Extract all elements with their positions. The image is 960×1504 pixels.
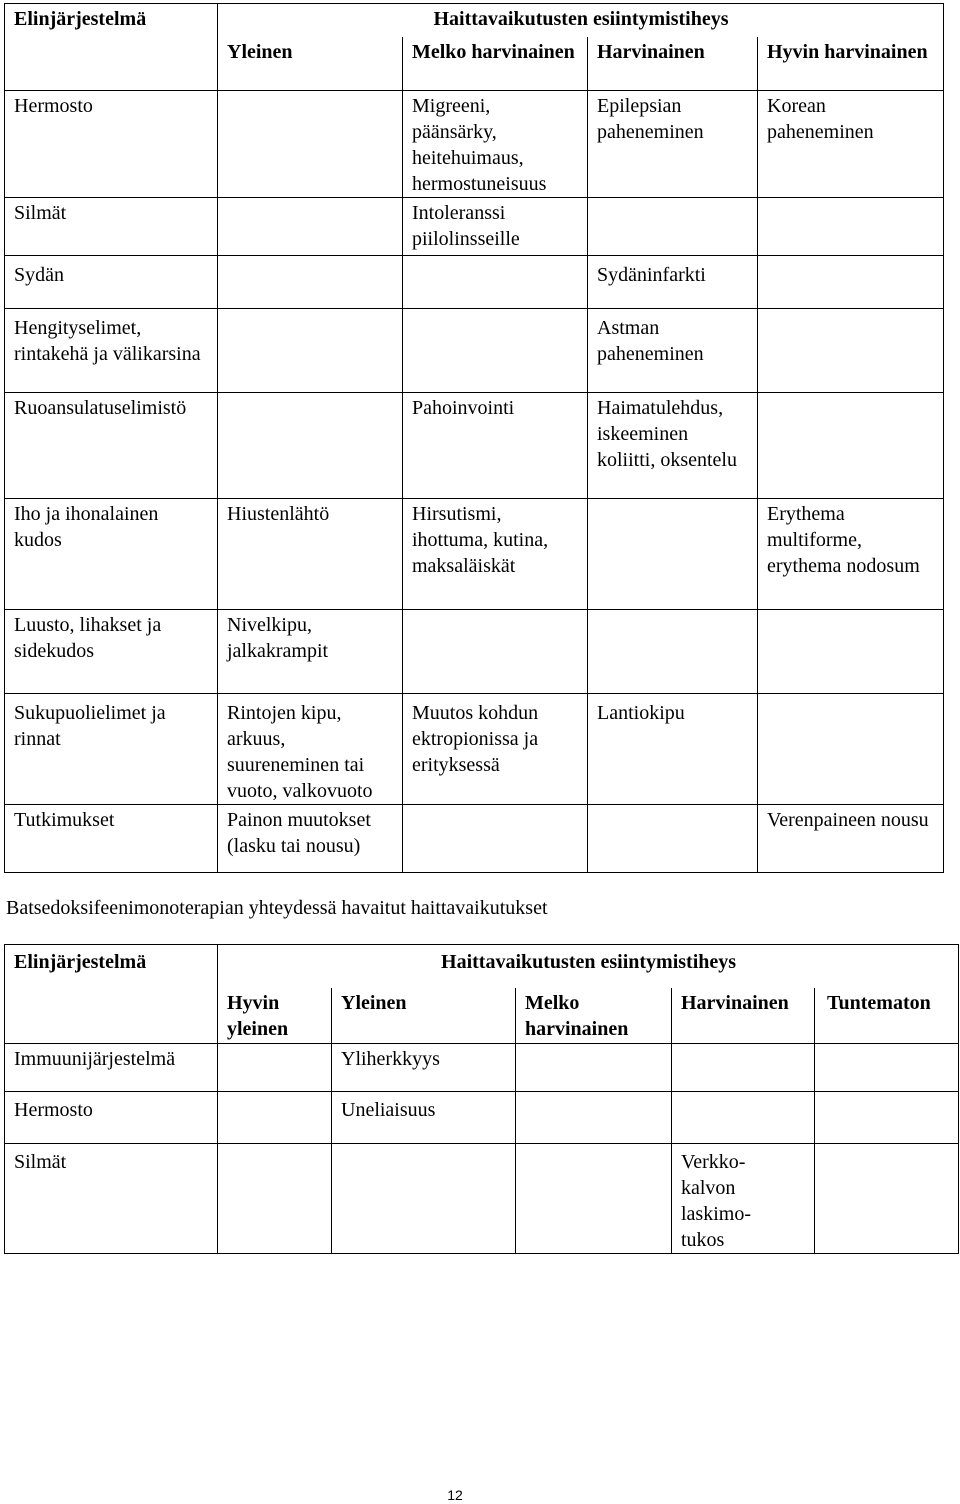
table-cell	[588, 610, 758, 694]
table-cell	[672, 1092, 815, 1144]
header-frequency: Haittavaikutusten esiintymistiheys	[218, 945, 959, 988]
monotherapy-adverse-effects-table	[4, 944, 959, 1254]
header-system: Elinjärjestelmä	[5, 945, 218, 988]
table-cell	[758, 256, 944, 309]
table-cell: Korean paheneminen	[758, 91, 944, 198]
header-system: Elinjärjestelmä	[5, 4, 218, 37]
table-cell	[588, 198, 758, 256]
table-cell	[332, 1144, 516, 1254]
col-header: Harvinainen	[588, 37, 758, 91]
table-cell	[218, 198, 403, 256]
col-header: Hyvin harvinainen	[758, 37, 944, 91]
table-cell	[516, 1092, 672, 1144]
table-cell: Rintojen kipu, arkuus, suureneminen tai vuoto, valkovuoto	[218, 694, 403, 805]
adverse-effects-table	[4, 3, 944, 873]
table-cell: Uneliaisuus	[332, 1092, 516, 1144]
table-cell: Haimatulehdus, iskeeminen koliitti, oksentelu	[588, 393, 758, 499]
col-header: Melko harvinainen	[403, 37, 588, 91]
row-system: Immuunijärjestelmä	[5, 1044, 218, 1092]
table-cell: Verkko-kalvon laskimo-tukos	[672, 1144, 815, 1254]
header-system-cont	[5, 37, 218, 91]
table-cell	[758, 694, 944, 805]
table-cell	[403, 309, 588, 393]
table-cell: Pahoinvointi	[403, 393, 588, 499]
col-header: Harvinainen	[672, 988, 815, 1044]
table-cell	[758, 198, 944, 256]
table-cell	[815, 1144, 959, 1254]
table-cell: Sydäninfarkti	[588, 256, 758, 309]
header-frequency: Haittavaikutusten esiintymistiheys	[218, 4, 944, 37]
table-cell: Verenpaineen nousu	[758, 805, 944, 873]
table-cell	[588, 499, 758, 610]
table-cell	[758, 610, 944, 694]
table-cell	[516, 1144, 672, 1254]
table-cell	[218, 1092, 332, 1144]
table-cell: Astman paheneminen	[588, 309, 758, 393]
header-system-cont	[5, 988, 218, 1044]
row-system: Luusto, lihakset ja sidekudos	[5, 610, 218, 694]
table-cell	[403, 805, 588, 873]
row-system: Hengityselimet, rintakehä ja välikarsina	[5, 309, 218, 393]
table-cell	[218, 1144, 332, 1254]
table-cell: Painon muutokset (lasku tai nousu)	[218, 805, 403, 873]
col-header: Hyvin yleinen	[218, 988, 332, 1044]
table-cell: Hirsutismi, ihottuma, kutina, maksaläiskät	[403, 499, 588, 610]
table-cell	[403, 610, 588, 694]
table-caption: Batsedoksifeenimonoterapian yhteydessä havaitut haittavaikutukset	[6, 897, 548, 919]
table-cell	[218, 256, 403, 309]
col-header: Yleinen	[218, 37, 403, 91]
table-cell: Yliherkkyys	[332, 1044, 516, 1092]
row-system: Hermosto	[5, 91, 218, 198]
table-cell	[815, 1044, 959, 1092]
table-cell: Muutos kohdun ektropionissa ja erityksessä	[403, 694, 588, 805]
table-cell: Hiustenlähtö	[218, 499, 403, 610]
table-cell	[218, 309, 403, 393]
row-system: Ruoansulatuselimistö	[5, 393, 218, 499]
table-cell	[403, 256, 588, 309]
row-system: Silmät	[5, 198, 218, 256]
table-cell	[516, 1044, 672, 1092]
table-cell	[758, 309, 944, 393]
row-system: Tutkimukset	[5, 805, 218, 873]
table-cell: Erythema multiforme, erythema nodosum	[758, 499, 944, 610]
col-header: Yleinen	[332, 988, 516, 1044]
table-cell	[672, 1044, 815, 1092]
row-system: Sukupuolielimet ja rinnat	[5, 694, 218, 805]
table-cell: Migreeni, päänsärky, heitehuimaus, hermostuneisuus	[403, 91, 588, 198]
row-system: Hermosto	[5, 1092, 218, 1144]
table-cell: Intoleranssi piilolinsseille	[403, 198, 588, 256]
row-system: Sydän	[5, 256, 218, 309]
table-cell	[218, 1044, 332, 1092]
col-header: Melko harvinainen	[516, 988, 672, 1044]
table-cell	[815, 1092, 959, 1144]
table-cell: Epilepsian paheneminen	[588, 91, 758, 198]
table-cell	[758, 393, 944, 499]
table-cell	[218, 393, 403, 499]
page-number: 12	[447, 1487, 463, 1503]
col-header: Tuntematon	[815, 988, 959, 1044]
table-cell: Lantiokipu	[588, 694, 758, 805]
table-cell	[588, 805, 758, 873]
row-system: Iho ja ihonalainen kudos	[5, 499, 218, 610]
row-system: Silmät	[5, 1144, 218, 1254]
table-cell	[218, 91, 403, 198]
table-cell: Nivelkipu, jalkakrampit	[218, 610, 403, 694]
